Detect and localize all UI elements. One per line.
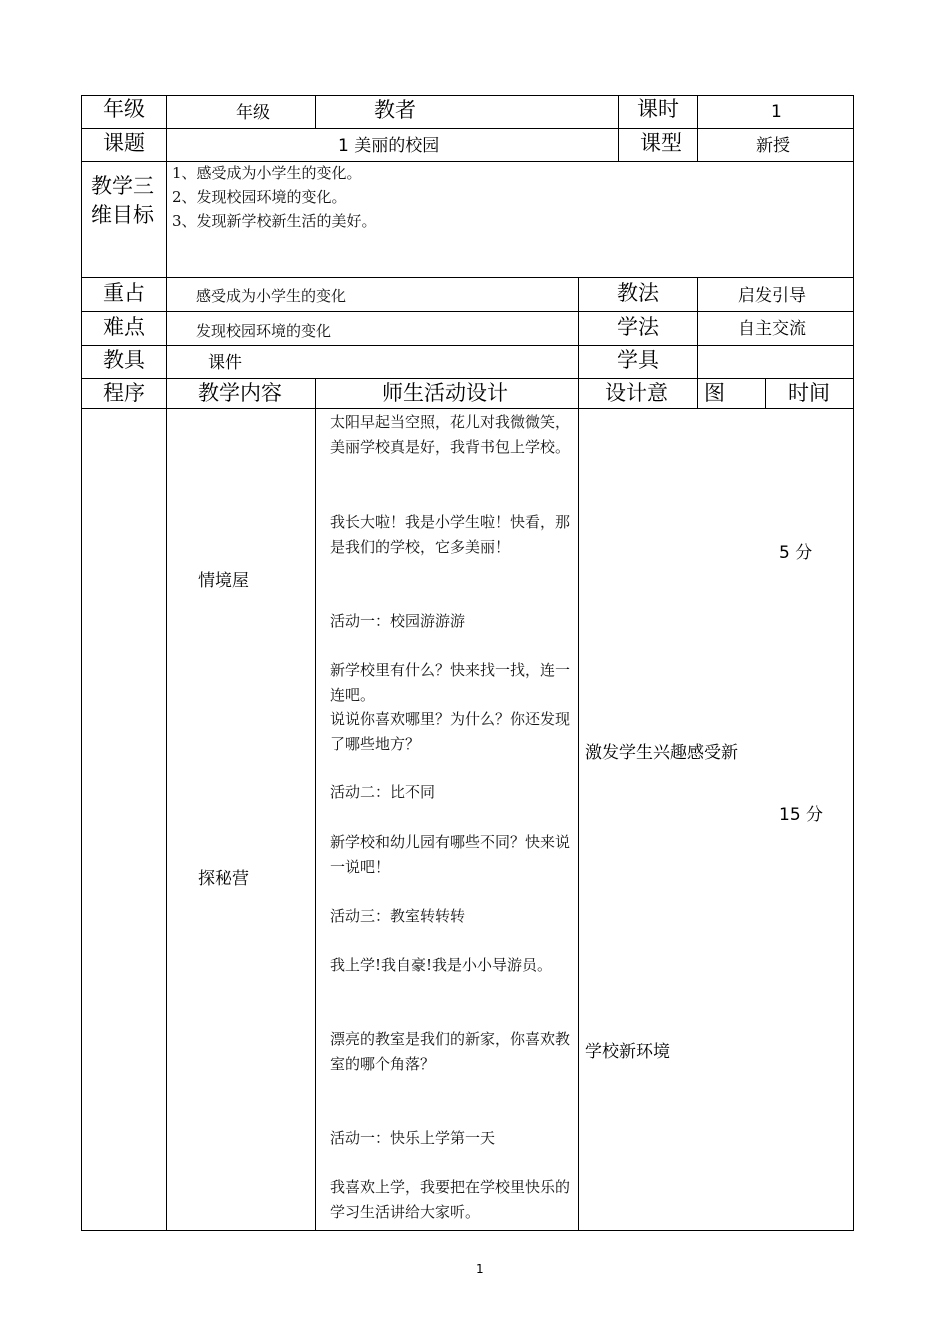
study-method-value: 自主交流 (738, 319, 806, 339)
design-intent-line: 激发学生兴趣感受新 (585, 743, 738, 763)
key-point-value: 感受成为小学生的变化 (196, 287, 347, 305)
column-procedure: 程序 (103, 381, 145, 405)
time-value: 15 分 (779, 805, 824, 825)
objective-item: 1、感受成为小学生的变化。 (172, 164, 362, 182)
activity-paragraph: 我长大啦！我是小学生啦！快看，那是我们的学校，它多美丽！ (330, 513, 571, 556)
period-label: 课时 (637, 97, 679, 121)
teaching-method-value: 启发引导 (738, 286, 806, 306)
column-intent: 设计意 (605, 381, 668, 405)
content-item: 情境屋 (198, 571, 249, 591)
study-method-label: 学法 (617, 315, 659, 339)
time-value: 5 分 (779, 543, 813, 563)
activity-paragraph: 新学校和幼儿园有哪些不同？快来说一说吧！ (330, 833, 571, 876)
activity-paragraph: 新学校里有什么？快来找一找，连一连吧。 (330, 661, 571, 704)
objective-item: 3、发现新学校新生活的美好。 (172, 212, 377, 230)
activity-paragraph: 活动一：快乐上学第一天 (330, 1129, 496, 1147)
content-item: 探秘营 (198, 869, 249, 889)
topic-label: 课题 (103, 131, 145, 155)
difficulty-label: 难点 (103, 315, 145, 339)
column-activity: 师生活动设计 (382, 381, 508, 405)
teaching-tools-value: 课件 (208, 353, 242, 373)
type-value: 新授 (756, 136, 790, 156)
objective-item: 2、发现校园环境的变化。 (172, 188, 347, 206)
objectives-label-line1: 教学三 (91, 174, 154, 198)
activity-paragraph: 我喜欢上学，我要把在学校里快乐的学习生活讲给大家听。 (330, 1178, 571, 1221)
type-label: 课型 (640, 131, 682, 155)
teaching-tools-label: 教具 (103, 348, 145, 372)
teaching-method-label: 教法 (617, 281, 659, 305)
activity-paragraph: 活动二：比不同 (330, 783, 436, 801)
design-intent-line: 学校新环境 (585, 1042, 670, 1062)
column-diagram: 图 (704, 381, 725, 405)
teacher-label: 教者 (374, 98, 416, 122)
activity-paragraph: 漂亮的教室是我们的新家，你喜欢教室的哪个角落？ (330, 1030, 571, 1073)
activity-paragraph: 活动三：教室转转转 (330, 907, 466, 925)
activity-paragraph: 活动一：校园游游游 (330, 612, 466, 630)
activity-paragraph: 太阳早起当空照，花儿对我微微笑，美丽学校真是好，我背书包上学校。 (330, 413, 571, 456)
activity-paragraph: 我上学!我自豪!我是小小导游员。 (330, 956, 553, 974)
topic-value: 1 美丽的校园 (338, 136, 440, 156)
key-point-label: 重占 (103, 281, 145, 305)
grade-label: 年级 (103, 97, 145, 121)
grade-value: 年级 (236, 103, 270, 123)
objectives-label-line2: 维目标 (91, 203, 154, 227)
difficulty-value: 发现校园环境的变化 (196, 322, 332, 340)
study-tools-label: 学具 (617, 348, 659, 372)
column-content: 教学内容 (198, 381, 282, 405)
column-time: 时间 (788, 381, 830, 405)
activity-paragraph: 说说你喜欢哪里？为什么？你还发现了哪些地方？ (330, 710, 571, 753)
page-number: 1 (476, 1262, 484, 1276)
period-value: 1 (771, 102, 782, 122)
